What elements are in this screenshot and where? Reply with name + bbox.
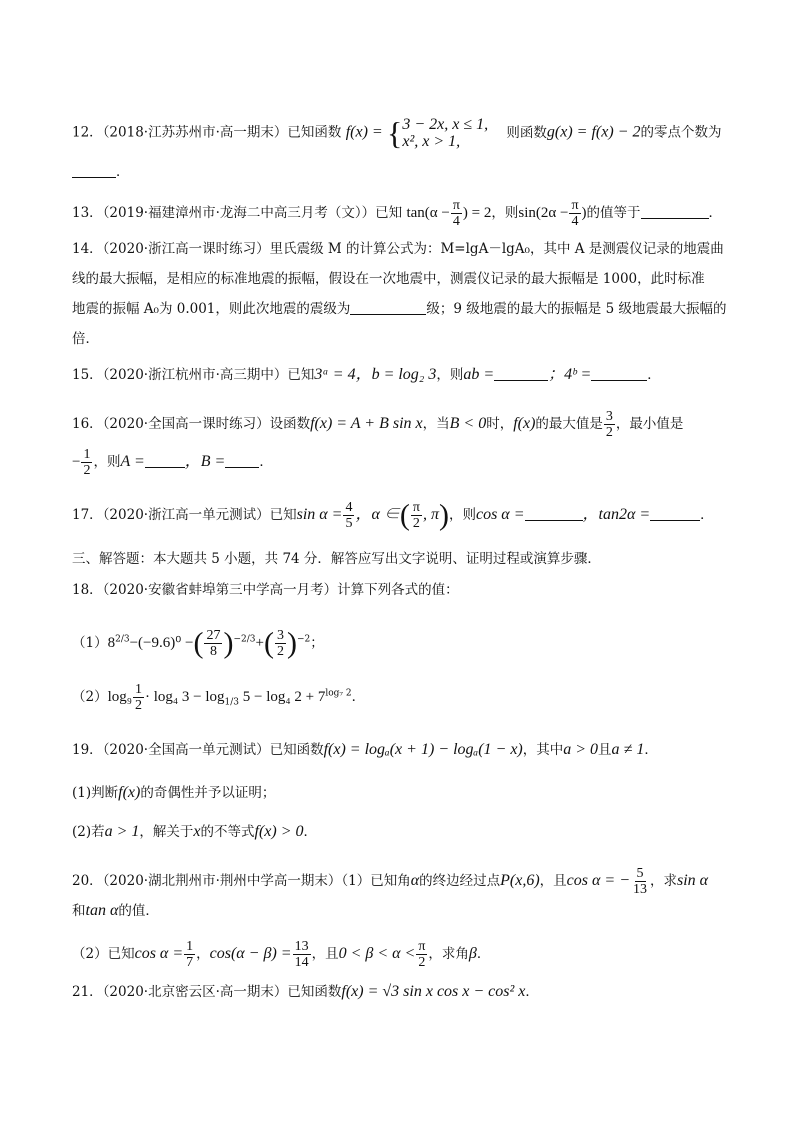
right-paren-icon: ) <box>223 626 234 660</box>
question-18-part1 <box>72 628 324 659</box>
q19-number: 19． <box>72 742 103 758</box>
q19-end: ． <box>644 742 658 758</box>
q20-l3d: cos(α − β) = <box>209 945 292 962</box>
frac-num: 1 <box>83 447 91 462</box>
q20-l3f: 0 < β < α < <box>338 945 416 962</box>
section-3-heading: 三、解答题：本大题共 5 小题，共 74 分．解答应写出文字说明、证明过程或演算步骤． <box>72 551 601 567</box>
q15-text2: ，则 <box>436 367 464 383</box>
q19-s2d: x <box>193 823 201 840</box>
q15-expr2: ，b = log₂ 3 <box>355 366 437 383</box>
q15-expr4: ；4ᵇ = <box>548 366 592 383</box>
q20-l2c: 的值． <box>118 903 159 919</box>
frac-den: 2 <box>83 463 91 478</box>
answer-blank[interactable] <box>225 453 259 468</box>
q19-text2: ，其中 <box>522 742 564 758</box>
q19-s2c: ，解关于 <box>139 824 194 840</box>
q20-l3e: ，且 <box>311 946 339 962</box>
q20-l2a: 和 <box>72 903 86 919</box>
q17-expr3: cos α = <box>475 506 525 523</box>
q13-text: 已知 <box>375 205 403 221</box>
q12-case1: 3 − 2x, x ≤ 1, <box>402 116 489 133</box>
q16-text6: ，则 <box>93 454 121 470</box>
q15-end: ． <box>647 367 661 383</box>
frac-den: 2 <box>418 955 426 970</box>
frac-den: 13 <box>633 882 647 897</box>
q12-cases <box>402 116 488 150</box>
question-21 <box>72 983 539 1001</box>
q18-exp2: −2/3 <box>233 634 256 645</box>
fraction <box>411 500 422 531</box>
q20-text4: ，求 <box>650 873 677 889</box>
q17-pi: , π <box>422 506 439 523</box>
q20-text3: ，且 <box>539 873 567 889</box>
q21-source: （2020·北京密云区·高一期末） <box>102 984 288 1000</box>
frac-num: 1 <box>186 939 194 954</box>
q17-text2: ，则 <box>448 507 476 523</box>
q17-text: 已知 <box>269 507 297 523</box>
q13-text3: 的值等于 <box>586 205 641 221</box>
q16-number: 16． <box>72 416 103 432</box>
answer-blank[interactable] <box>525 506 583 521</box>
q18-part1-label: （1） <box>72 635 108 651</box>
q12-case2: x², x > 1, <box>402 133 461 150</box>
q18-exp1: 2/3 <box>115 634 130 645</box>
q19-s1b: f(x) <box>118 784 141 801</box>
fraction <box>293 939 311 970</box>
question-13 <box>72 198 722 229</box>
q12-number: 12． <box>72 124 103 141</box>
q18-exp3: −2 <box>296 634 311 645</box>
q17-expr4: ，tan2α = <box>582 506 651 523</box>
frac-num: 5 <box>636 866 644 881</box>
q19-s2e: 的不等式 <box>200 824 255 840</box>
q20-number: 20． <box>72 873 103 889</box>
q16-source: （2020·全国高一课时练习） <box>102 416 270 432</box>
question-20-line1 <box>72 866 708 897</box>
question-19 <box>72 741 658 759</box>
q17-number: 17． <box>72 507 103 523</box>
q20-l3b: cos α = <box>134 945 184 962</box>
frac-num: 3 <box>276 628 284 643</box>
question-15 <box>72 366 661 384</box>
q21-number: 21． <box>72 984 103 1000</box>
question-16-line2 <box>72 447 273 478</box>
left-paren-icon: ( <box>399 498 410 532</box>
q17-source: （2020·浙江高一单元测试） <box>102 507 270 523</box>
q13-text2: ，则 <box>491 205 519 221</box>
question-20-line3 <box>72 939 490 970</box>
q15-expr3: ab = <box>463 366 495 383</box>
q19-s1a: (1)判断 <box>72 785 119 801</box>
q19-s2f: f(x) > 0 <box>254 823 304 840</box>
q18-plus: + <box>255 635 264 651</box>
frac-den: 2 <box>605 425 613 440</box>
q18-expr3: 5 − log₄ 2 + 7 <box>239 689 326 705</box>
frac-den: 2 <box>135 698 142 713</box>
question-14-line1: 14．（2020·浙江高一课时练习）里氏震级 M 的计算公式为：M=lgA－lgA₀，其中 A 是测震仪记录的地震曲 <box>72 241 724 257</box>
q18-expr2: −(−9.6)⁰ − <box>129 635 194 651</box>
q19-expr1: f(x) = logₐ(x + 1) − logₐ(1 − x) <box>323 741 523 758</box>
q16-expr1: f(x) = A + B sin x <box>310 415 423 432</box>
q18-part2-label: （2） <box>72 689 108 705</box>
q19-expr2: a > 0 <box>563 741 599 758</box>
fraction <box>416 939 427 970</box>
q12-text: 已知函数 <box>287 124 342 141</box>
q15-number: 15． <box>72 367 103 383</box>
q20-text: （1）已知角 <box>341 873 411 889</box>
q16-end: ． <box>259 454 273 470</box>
frac-den: 4 <box>452 214 460 229</box>
left-paren-icon: ( <box>263 626 274 660</box>
q20-l3i: ． <box>476 946 491 962</box>
answer-blank[interactable] <box>350 300 426 315</box>
q21-expr1: f(x) = √3 sin x cos x − cos² x <box>341 983 526 1000</box>
q20-l3g: ，求角 <box>428 946 469 962</box>
q21-text: 已知函数 <box>287 984 342 1000</box>
q20-alpha: α <box>410 872 420 889</box>
fraction-min <box>81 447 92 478</box>
frac-den: 7 <box>186 955 194 970</box>
frac-den: 5 <box>345 516 353 531</box>
q13-expr1b: ) = 2 <box>462 205 492 221</box>
question-19-sub1 <box>72 784 275 802</box>
q18-part2-end: ． <box>351 689 366 705</box>
q20-l2b: tan α <box>85 902 119 919</box>
q18-part1-end: ； <box>310 635 324 651</box>
question-17 <box>72 500 714 531</box>
q21-end: ． <box>525 984 539 1000</box>
q12-gx: g(x) = f(x) − 2 <box>546 123 641 141</box>
q19-s1c: 的奇偶性并予以证明； <box>140 785 276 801</box>
q20-text2: 的终边经过点 <box>419 873 501 889</box>
q13-end: ． <box>708 205 723 221</box>
q19-expr3: a ≠ 1 <box>611 741 645 758</box>
frac-num: π <box>418 939 426 954</box>
right-paren-icon: ) <box>438 498 449 532</box>
q15-expr1: 3ᵃ = 4 <box>314 366 356 383</box>
q16-text4: 的最大值是 <box>535 416 603 432</box>
q19-s2b: a > 1 <box>104 823 140 840</box>
q20-expr1: cos α = − <box>566 872 630 889</box>
q13-expr1a: tan(α − <box>406 205 450 221</box>
fraction <box>204 628 222 659</box>
answer-blank[interactable] <box>145 453 185 468</box>
frac-num: 1 <box>135 682 142 697</box>
fraction <box>184 939 195 970</box>
q19-text3: 且 <box>598 742 612 758</box>
q16-expr5: ，B = <box>184 453 226 470</box>
answer-blank[interactable] <box>494 366 548 381</box>
q16-text5: ，最小值是 <box>615 416 684 432</box>
fraction <box>451 198 462 229</box>
question-16-line1 <box>72 409 683 440</box>
frac-den: 2 <box>276 644 284 659</box>
q13-expr2a: sin(2α − <box>518 205 569 221</box>
q16-expr3: f(x) <box>513 415 536 432</box>
q12-end: ． <box>116 164 130 180</box>
frac-num: π <box>452 198 460 213</box>
q19-s2a: (2)若 <box>72 824 105 840</box>
q20-expr2: sin α <box>677 872 709 889</box>
frac-num: 3 <box>605 409 613 424</box>
q15-text: 已知 <box>287 367 315 383</box>
frac-num: π <box>571 198 579 213</box>
q12-answer-line <box>72 163 130 181</box>
question-20-line2 <box>72 902 159 920</box>
brace-icon: { <box>386 115 403 151</box>
q16-expr4: A = <box>120 453 145 470</box>
q16-text3: 时， <box>486 416 514 432</box>
question-14-line4: 倍． <box>72 331 99 347</box>
q12-source: （2018·江苏苏州市·高一期末） <box>102 124 288 141</box>
q13-number: 13． <box>72 205 103 221</box>
q18-base8: 8 <box>107 635 116 651</box>
q17-expr1: sin α = <box>296 506 343 523</box>
fraction <box>569 198 580 229</box>
fraction <box>275 628 286 659</box>
q14-text-a: 地震的振幅 A₀为 0.001，则此次地震的震级为 <box>72 301 351 317</box>
frac-den: 4 <box>571 214 579 229</box>
fraction-max <box>604 409 615 440</box>
q19-text: 已知函数 <box>269 742 324 758</box>
q18-log-base: 1/3 <box>224 697 240 708</box>
frac-num: 4 <box>345 500 353 515</box>
q13-source: （2019·福建漳州市·龙海二中高三月考（文）） <box>102 205 376 221</box>
question-18-head: 18．（2020·安徽省蚌埠第三中学高一月考）计算下列各式的值： <box>72 582 459 598</box>
frac-num: π <box>412 500 420 515</box>
q20-point: P(x,6) <box>500 872 540 889</box>
q15-source: （2020·浙江杭州市·高三期中） <box>102 367 288 383</box>
q18-expr: · log₄ 3 − log <box>145 689 225 705</box>
q20-source: （2020·湖北荆州市·荆州中学高一期末） <box>102 873 342 889</box>
q16-text: 设函数 <box>269 416 311 432</box>
fraction <box>631 866 649 897</box>
frac-den: 8 <box>209 644 217 659</box>
answer-blank[interactable] <box>650 506 700 521</box>
fraction <box>133 682 144 713</box>
left-paren-icon: ( <box>193 626 204 660</box>
q17-end: ． <box>700 507 714 523</box>
question-14-line3 <box>72 300 726 318</box>
q20-l3a: （2）已知 <box>72 946 135 962</box>
q18-log9: log₉ <box>107 689 132 705</box>
frac-den: 2 <box>412 516 420 531</box>
q12-fx: f(x) = <box>345 123 383 141</box>
q20-l3h: β <box>468 945 477 962</box>
question-12 <box>72 116 721 150</box>
q16-text2: ，当 <box>422 416 450 432</box>
q19-source: （2020·全国高一单元测试） <box>102 742 270 758</box>
question-14-line2: 线的最大振幅，是相应的标准地震的振幅，假设在一次地震中，测震仪记录的最大振幅是 1000，此时标准 <box>72 271 705 287</box>
q19-s2g: ． <box>303 824 318 840</box>
q13-expr2b: ) <box>581 205 587 221</box>
answer-blank[interactable] <box>72 163 116 178</box>
q12-text2: 则函数 <box>506 124 547 141</box>
answer-blank[interactable] <box>591 366 647 381</box>
frac-num: 27 <box>206 628 221 643</box>
frac-den: 14 <box>294 955 309 970</box>
frac-num: 13 <box>294 939 309 954</box>
answer-blank[interactable] <box>641 204 709 219</box>
q18-exp-log: log₇ 2 <box>325 688 352 699</box>
question-19-sub2 <box>72 823 317 841</box>
minus-sign: − <box>72 454 81 470</box>
fraction <box>343 500 354 531</box>
q16-expr2: B < 0 <box>449 415 487 432</box>
q14-text-b: 级；9 级地震的最大的振幅是 5 级地震最大振幅的 <box>426 301 727 317</box>
q12-text3: 的零点个数为 <box>640 124 722 141</box>
q20-l3c: ， <box>196 946 210 962</box>
right-paren-icon: ) <box>286 626 297 660</box>
question-18-part2 <box>72 682 365 713</box>
q17-expr2: ，α ∈ <box>355 506 400 523</box>
